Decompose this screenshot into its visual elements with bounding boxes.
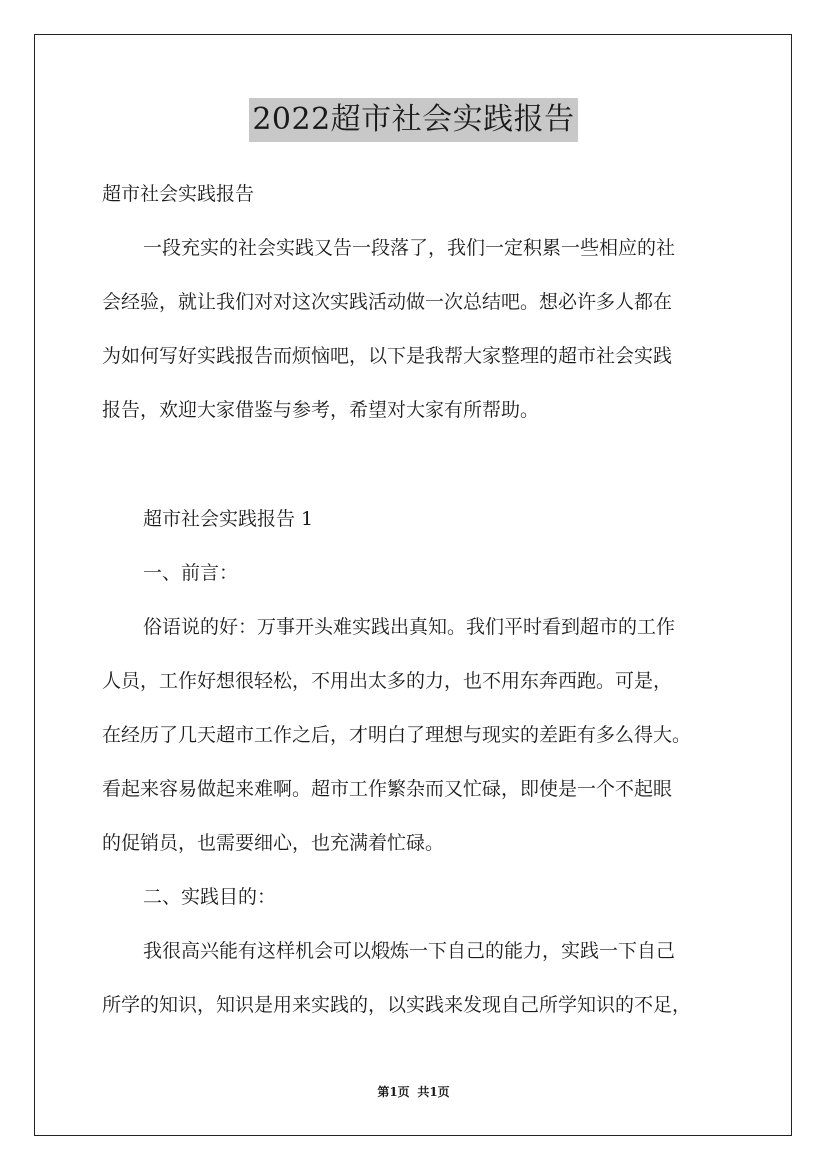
page-footer bbox=[0, 1083, 827, 1101]
heading-preface: 一、前言： bbox=[143, 562, 239, 584]
intro-line: 报告，欢迎大家借鉴与参考，希望对大家有所帮助。 bbox=[102, 399, 540, 421]
paragraph-line: 人员，工作好想很轻松，不用出太多的力，也不用东奔西跑。可是， bbox=[102, 670, 673, 692]
paragraph-line: 的促销员，也需要细心，也充满着忙碌。 bbox=[102, 832, 445, 854]
page-total: 共1页 bbox=[417, 1085, 450, 1099]
intro-line: 一段充实的社会实践又告一段落了，我们一定积累一些相应的社 bbox=[143, 237, 676, 259]
intro-line: 会经验，就让我们对对这次实践活动做一次总结吧。想必许多人都在 bbox=[102, 291, 673, 313]
paragraph-line: 所学的知识，知识是用来实践的，以实践来发现自己所学知识的不足， bbox=[102, 994, 692, 1016]
section-title: 超市社会实践报告 1 bbox=[143, 508, 314, 530]
paragraph-line: 看起来容易做起来难啊。超市工作繁杂而又忙碌，即使是一个不起眼 bbox=[102, 778, 673, 800]
document-subtitle: 超市社会实践报告 bbox=[102, 183, 255, 205]
page-number: 第1页 bbox=[377, 1085, 410, 1099]
title-container bbox=[0, 98, 827, 142]
heading-purpose: 二、实践目的： bbox=[143, 886, 277, 908]
intro-line: 为如何写好实践报告而烦恼吧，以下是我帮大家整理的超市社会实践 bbox=[102, 345, 673, 367]
paragraph-line: 俗语说的好：万事开头难实践出真知。我们平时看到超市的工作 bbox=[143, 616, 676, 638]
document-title: 2022超市社会实践报告 bbox=[249, 98, 577, 142]
paragraph-line: 在经历了几天超市工作之后，才明白了理想与现实的差距有多么得大。 bbox=[102, 724, 692, 746]
paragraph-line: 我很高兴能有这样机会可以煅炼一下自己的能力，实践一下自己 bbox=[143, 940, 676, 962]
